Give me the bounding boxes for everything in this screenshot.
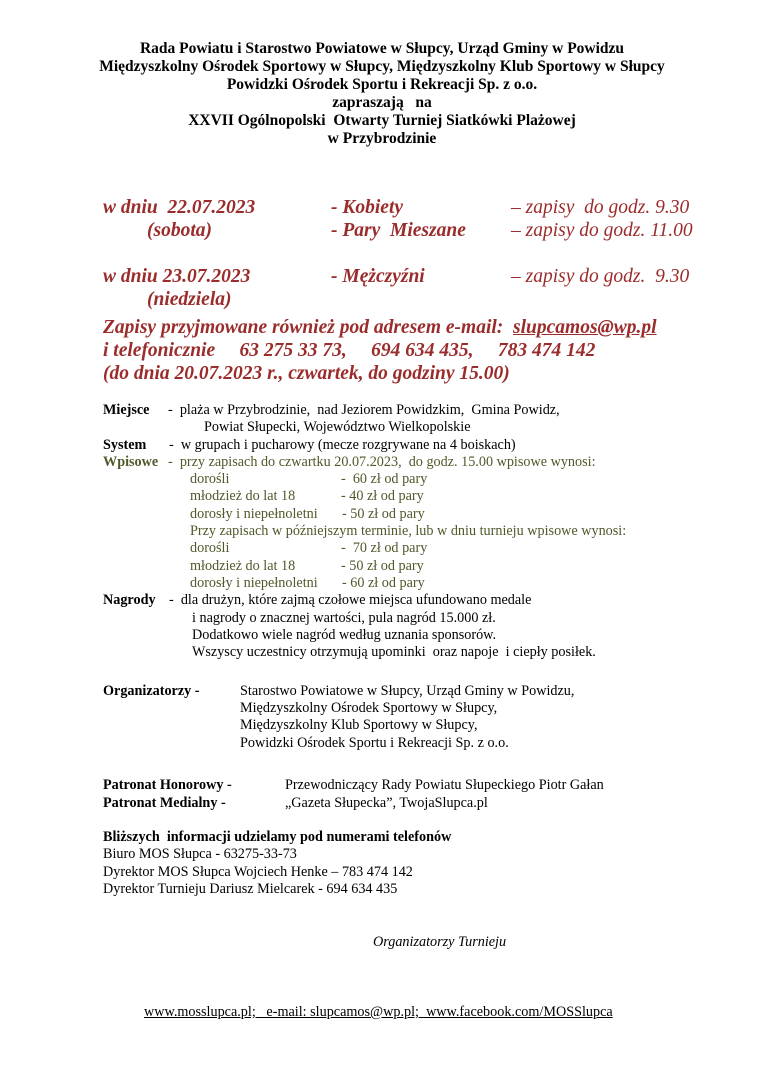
fee2-mixed-label: dorosły i niepełnoletni	[190, 574, 318, 591]
info-tournament-director: Dyrektor Turnieju Dariusz Mielcarek - 694 634 435	[103, 881, 398, 898]
organizers-text-3: Międzyszkolny Klub Sportowy w Słupcy,	[240, 717, 478, 734]
patron-honorary-text: Przewodniczący Rady Powiatu Słupeckiego Piotr Gałan	[285, 777, 604, 794]
organizers-text-4: Powidzki Ośrodek Sportu i Rekreacji Sp. z o.o.	[240, 734, 509, 751]
fee1-adults-label: dorośli	[190, 471, 230, 488]
header-line-6: w Przybrodzinie	[327, 130, 437, 147]
miejsce-text-1: - plaża w Przybrodzinie, nad Jeziorem Powidzkim, Gmina Powidz,	[168, 402, 560, 418]
header-line-1: Rada Powiatu i Starostwo Powiatowe w Słupcy, Urząd Gminy w Powidzu	[139, 40, 625, 57]
system-label: System	[103, 436, 147, 453]
header-line-4: zapraszają na	[332, 94, 432, 111]
miejsce-text-2: Powiat Słupecki, Województwo Wielkopolskie	[204, 419, 471, 436]
day1-time-1: – zapisy do godz. 9.30	[511, 197, 690, 218]
header-line-2: Międzyszkolny Ośrodek Sportowy w Słupcy, Międzyszkolny Klub Sportowy w Słupcy	[99, 58, 665, 75]
contact-email-link[interactable]: slupcamos@wp.pl	[513, 317, 657, 338]
day1-weekday: (sobota)	[147, 220, 212, 241]
footer-links[interactable]: www.mosslupca.pl; e-mail: slupcamos@wp.pl; www.facebook.com/MOSSlupca	[144, 1004, 613, 1020]
fee2-adults-value: - 70 zł od pary	[341, 540, 428, 557]
document-header	[0, 40, 764, 148]
info-heading: Bliższych informacji udzielamy pod numerami telefonów	[103, 829, 452, 846]
header-line-3: Powidzki Ośrodek Sportu i Rekreacji Sp. z o.o.	[226, 76, 538, 93]
info-director: Dyrektor MOS Słupca Wojciech Henke – 783 474 142	[103, 863, 413, 880]
fee2-youth-value: - 50 zł od pary	[341, 557, 424, 574]
wpisowe-intro-2: Przy zapisach w późniejszym terminie, lub w dniu turnieju wpisowe wynosi:	[190, 523, 627, 540]
organizers-text-1: Starostwo Powiatowe w Słupcy, Urząd Gminy w Powidzu,	[240, 682, 575, 699]
day2-weekday: (niedziela)	[147, 289, 232, 310]
fee1-mixed-label: dorosły i niepełnoletni	[190, 505, 318, 522]
fee2-mixed-value: - 60 zł od pary	[342, 574, 425, 591]
day1-time-2: – zapisy do godz. 11.00	[511, 220, 693, 241]
fee1-youth-value: - 40 zł od pary	[341, 488, 424, 505]
registration-contact	[103, 316, 657, 385]
nagrody-text-1: - dla drużyn, które zajmą czołowe miejsca ufundowano medale	[169, 592, 532, 609]
nagrody-label: Nagrody	[103, 592, 156, 609]
fee2-youth-label: młodzież do lat 18	[190, 557, 296, 574]
organizers-label: Organizatorzy -	[103, 682, 200, 699]
patron-honorary-label: Patronat Honorowy -	[103, 777, 232, 794]
day2-date: w dniu 23.07.2023	[103, 266, 251, 287]
contact-deadline: (do dnia 20.07.2023 r., czwartek, do godziny 15.00)	[103, 363, 510, 384]
miejsce-label: Miejsce	[103, 402, 150, 418]
contact-line-1: Zapisy przyjmowane również pod adresem e-mail:	[103, 317, 514, 338]
day2-category-1: - Mężczyźni	[331, 266, 425, 287]
wpisowe-label: Wpisowe	[103, 453, 159, 470]
signature: Organizatorzy Turnieju	[373, 934, 507, 950]
day1-category-2: - Pary Mieszane	[331, 220, 466, 241]
nagrody-text-2: i nagrody o znacznej wartości, pula nagród 15.000 zł.	[192, 609, 496, 626]
header-line-5: XXVII Ogólnopolski Otwarty Turniej Siatkówki Plażowej	[188, 112, 576, 129]
patron-media-label: Patronat Medialny -	[103, 794, 226, 811]
fee1-mixed-value: - 50 zł od pary	[342, 505, 425, 522]
nagrody-text-4: Wszyscy uczestnicy otrzymują upominki oraz napoje i ciepły posiłek.	[192, 644, 596, 661]
day2-time-1: – zapisy do godz. 9.30	[511, 266, 690, 287]
patron-media-text: „Gazeta Słupecka”, TwojaSlupca.pl	[285, 794, 488, 811]
nagrody-text-3: Dodatkowo wiele nagród według uznania sponsorów.	[192, 626, 497, 643]
fee2-adults-label: dorośli	[190, 540, 230, 557]
day1-category-1: - Kobiety	[331, 197, 404, 218]
organizers-text-2: Międzyszkolny Ośrodek Sportowy w Słupcy,	[240, 700, 498, 717]
fee1-adults-value: - 60 zł od pary	[341, 471, 428, 488]
day1-date: w dniu 22.07.2023	[103, 197, 256, 218]
fee1-youth-label: młodzież do lat 18	[190, 488, 296, 505]
wpisowe-intro-1: - przy zapisach do czwartku 20.07.2023, do godz. 15.00 wpisowe wynosi:	[168, 453, 596, 470]
system-text: - w grupach i pucharowy (mecze rozgrywane na 4 boiskach)	[169, 436, 516, 453]
contact-phones: i telefonicznie 63 275 33 73, 694 634 435, 783 474 142	[103, 340, 596, 361]
info-office: Biuro MOS Słupca - 63275-33-73	[103, 846, 297, 863]
